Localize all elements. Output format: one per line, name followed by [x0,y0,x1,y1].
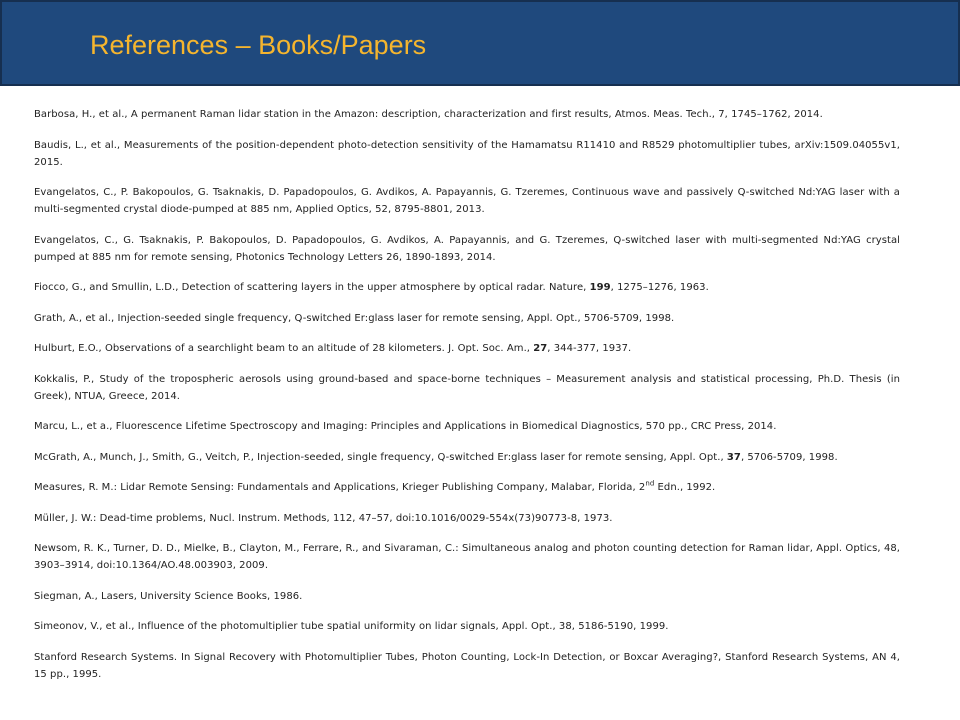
reference-list [34,106,900,696]
reference-text: Edn., 1992. [654,482,716,493]
reference-text: Simeonov, V., et al., Influence of the photomultiplier tube spatial uniformity on lidar signals, Appl. Opt., 38, 5186-5190, 1999. [34,621,669,632]
reference-entry [34,418,900,435]
reference-text: Marcu, L., et a., Fluorescence Lifetime Spectroscopy and Imaging: Principles and Applications in Biomedical Diagnostics, 570 pp., CRC Press, 2014. [34,421,777,432]
reference-entry [34,184,900,218]
reference-text: Siegman, A., Lasers, University Science Books, 1986. [34,590,303,602]
reference-text: Hulburt, E.O., Observations of a searchlight beam to an altitude of 28 kilometers. J. Opt. Soc. Am., [34,343,534,354]
reference-text: Kokkalis, P., Study of the tropospheric aerosols using ground-based and space-borne techniques – Measurement analysis and statistical processing, Ph.D. Thesis (in Greek), NTUA, Greece, 2014. [34,373,900,402]
reference-entry [34,649,900,683]
reference-text: , 5706-5709, 1998. [740,451,838,463]
reference-text: Evangelatos, C., P. Bakopoulos, G. Tsaknakis, D. Papadopoulos, G. Avdikos, A. Papayannis, G. Tzeremes, Continuous wave and passively Q-switched Nd:YAG laser with a multi-segmented crystal diode-pumped at 885 nm, Applied Optics, 52, 8795-8801, 2013. [34,187,900,215]
reference-entry [34,340,900,357]
title-bar [0,0,960,86]
reference-entry [34,449,900,466]
reference-text: Baudis, L., et al., Measurements of the position-dependent photo-detection sensitivity of the Hamamatsu R11410 and R8529 photomultiplier tubes, arXiv:1509.04055v1, 2015. [34,139,900,168]
reference-entry [34,618,900,635]
reference-entry [34,106,900,123]
reference-text: Grath, A., et al., Injection-seeded single frequency, Q-switched Er:glass laser for remote sensing, Appl. Opt., 5706-5709, 1998. [34,312,675,324]
reference-text: Measures, R. M.: Lidar Remote Sensing: Fundamentals and Applications, Krieger Publishing Company, Malabar, Florida, 2 [34,482,646,493]
reference-entry [34,279,900,296]
reference-volume: 27 [533,343,548,354]
reference-entry [34,510,900,527]
reference-volume: 199 [589,282,611,293]
reference-text: Barbosa, H., et al., A permanent Raman lidar station in the Amazon: description, characterization and first results, Atmos. Meas. Tech., 7, 1745–1762, 2014. [34,109,823,120]
reference-entry [34,310,900,327]
reference-text: , 344-377, 1937. [547,343,632,354]
reference-volume: 37 [726,451,741,463]
reference-text: Newsom, R. K., Turner, D. D., Mielke, B., Clayton, M., Ferrare, R., and Sivaraman, C.: Simultaneous analog and photon counting detection for Raman lidar, Appl. Optics, 48, 3903–3914, doi:10.1364/AO.48.003903, 2009. [34,543,900,571]
reference-text: , 1275–1276, 1963. [610,282,709,293]
reference-entry [34,137,900,171]
reference-entry [34,232,900,266]
reference-text: McGrath, A., Munch, J., Smith, G., Veitch, P., Injection-seeded, single frequency, Q-switched Er:glass laser for remote sensing, Appl. Opt., [34,451,727,463]
reference-text: Fiocco, G., and Smullin, L.D., Detection of scattering layers in the upper atmosphere by optical radar. Nature, [34,282,590,293]
reference-entry [34,540,900,574]
reference-superscript: nd [645,479,655,488]
slide-title: References – Books/Papers [90,30,427,60]
reference-entry [34,371,900,405]
reference-text: Stanford Research Systems. In Signal Recovery with Photomultiplier Tubes, Photon Counting, Lock-In Detection, or Boxcar Averaging?, Stanford Research Systems, AN 4, 15 pp., 1995. [34,651,900,680]
reference-text: Evangelatos, C., G. Tsaknakis, P. Bakopoulos, D. Papadopoulos, G. Avdikos, A. Papayannis, and G. Tzeremes, Q-switched laser with multi-segmented Nd:YAG crystal pumped at 885 nm for remote sensing, Photonics Technology Letters 26, 1890-1893, 2014. [34,234,900,263]
reference-entry [34,588,900,605]
reference-entry [34,479,900,496]
reference-text: Müller, J. W.: Dead-time problems, Nucl. Instrum. Methods, 112, 47–57, doi:10.1016/0029-554x(73)90773-8, 1973. [34,512,613,524]
